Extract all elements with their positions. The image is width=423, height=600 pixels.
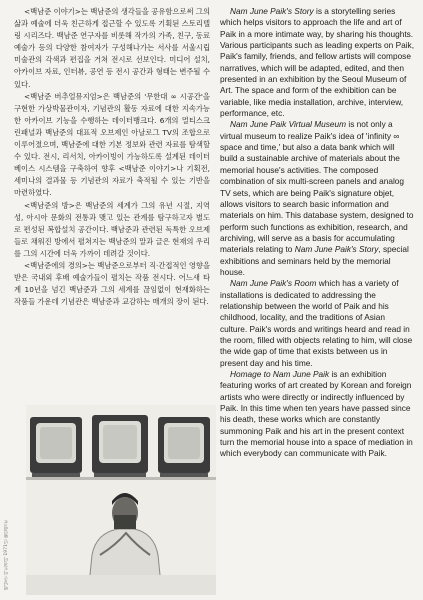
room-title: Nam June Paik's Room bbox=[230, 278, 317, 289]
homage-title: Homage to Nam June Paik bbox=[230, 369, 330, 379]
photo-caption: 백남준 아트센터 1971년 @임영균 bbox=[4, 520, 9, 590]
photo-illustration bbox=[26, 405, 216, 595]
english-paragraph-homage bbox=[220, 369, 414, 460]
virtual-museum-title: Nam June Paik Virtual Museum bbox=[230, 119, 347, 130]
story-body: is a storytelling series which helps visitors to approach the life and art of Paik in a more intimate way, by sharing his thoughts. Various participants such as leading experts on Paik, Paik's family, friends, and fellow artists will compose narratives, which will be adapted, edited, and then presented in an exhibition by the Seoul Museum of Art. The space and form of the exhibition can be variable, like media installation, archive, interview, performance, etc. bbox=[220, 6, 415, 119]
photo-paik-with-tv-sets bbox=[26, 405, 216, 595]
story-title: Nam June Paik's Story bbox=[230, 6, 314, 16]
korean-paragraph-room: <백남준의 방>은 백남준의 세계가 그의 유년 시절, 지역성, 아시아 문화의 전통과 맺고 있는 관계를 탐구하고자 별도로 편성된 복합설치 공간이다. 백남준과 관련된 독특한 오브제들로 채워진 방에서 펼쳐지는 백남준의 말과 글은 현재의 우리를 그의 시간에 더욱 가까이 데려갈 것이다. bbox=[14, 200, 210, 258]
room-body: which has a variety of installations is dedicated to addressing the relationship between the world of Paik and his childhood, locality, and the traditions of Asian culture. Paik's words and writings heard and read in the room, filled with objects relating to him, will close the wide gap of time that exists between us in present day and his time. bbox=[220, 278, 413, 368]
korean-text-column bbox=[14, 6, 210, 308]
english-paragraph-story bbox=[220, 6, 414, 119]
virtual-museum-body-end: , special exhibitions and seminars held by the memorial house. bbox=[220, 244, 409, 277]
korean-paragraph-homage: <백남준에의 경의>는 백남준으로부터 직·간접적인 영향을 받은 국내외 후배 예술가들이 펼치는 작품 전시다. 어느새 타계 10년을 넘긴 백남준과 그의 세계를 끊임없이 현재화하는 작품들 가운데 기념관은 백남준과 교감하는 매개의 장이 된다. bbox=[14, 260, 210, 307]
english-paragraph-room bbox=[220, 278, 414, 369]
english-text-column bbox=[220, 6, 414, 460]
korean-paragraph-story: <백남준 이야기>는 백남준의 생각들을 공유함으로써 그의 삶과 예술에 더욱 친근하게 접근할 수 있도록 기획된 스토리텔링 시리즈다. 백남준 연구자를 비롯해 작가의 가족, 친구, 동료 예술가 등의 다양한 참여자가 구성해나가는 서사를 서울시립미술관의 각색과 편집을 거쳐 전시로 선보인다. 미디어 설치, 아카이브 자료, 인터뷰, 공연 등 전시 공간과 형태는 변주될 수 있다. bbox=[14, 7, 210, 89]
virtual-museum-title-ref: Nam June Paik's Story bbox=[294, 244, 379, 255]
homage-body: is an exhibition featuring works of art created by Korean and foreign artists who were directly or indirectly influenced by Paik. In this time when ten years have passed since his death, these works which are constantly summoning Paik and his art in the present context turn the memorial house into a space of mediation in which everybody can communicate with Paik. bbox=[220, 369, 413, 459]
tv-set-left bbox=[30, 417, 82, 477]
tv-set-right bbox=[158, 417, 210, 477]
korean-paragraph-virtual-museum: <백남준 버추얼뮤지엄>은 백남준의 '무한대 ∞ 시공간'을 구현한 가상박물관이자, 기념관의 활동 자료에 대한 지속가능한 아카이브 기능을 수행하는 데이터뱅크다. 6개의 멀티스크린패널과 백남준의 대표적 오브제인 아날로그 TV의 조합으로 이루어졌으며, 백남준에 대한 기본 정보와 관련 자료를 탐색할 수 있다. 전시, 리서치, 아카이빙이 가능하도록 설계된 데이터베이스 시스템을 구축하여 향후 <백남준 이야기>나 기획전, 세미나의 결과물 등 기념관의 자료가 축적될 수 있는 기반을 마련하였다. bbox=[14, 91, 210, 198]
tv-set-middle bbox=[92, 415, 148, 477]
virtual-museum-body: is not only a virtual museum to realize Paik's idea of 'infinity ∞ space and time,' but also a data bank which will build a sustainable archive of materials about the memorial house's activities. The composed combination of six multi-screen panels and analog TV sets, which are being Paik's signature objet, allows visitors to search basic information and materials on him. This database system, designed to perform such functions as exhibition, research, and archiving, will serve as a basis for accumulating materials relating to bbox=[220, 119, 414, 255]
english-paragraph-virtual-museum bbox=[220, 119, 414, 278]
